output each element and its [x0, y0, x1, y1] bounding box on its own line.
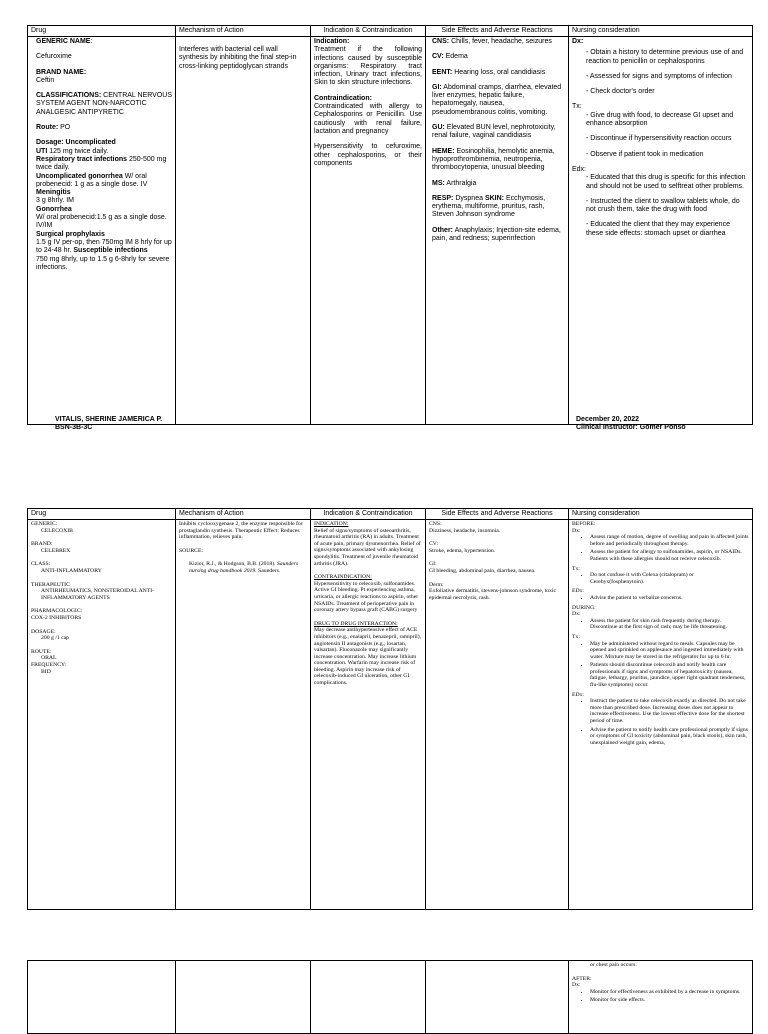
cv-value: Stroke, edema, hypertension. — [429, 547, 496, 554]
list-item: • Assess range of motion, degree of swelling and pain in affected joints before and periodically throughout therapy. — [590, 534, 749, 547]
drug-interaction-value: May decrease antihypertensive effect of ACE inhibitors (e.g., enalapril, benazepril, ramipril), angiotensin II antagonists (e.g., losartan, valsartan). Fluconazole may significantly increase concentration. May increase lithium concentration. Warfarin may increase risk of bleeding. Aspirin may increase risk of celecoxib-induced GI ulceration, other GI complications. — [314, 627, 422, 687]
header-side-effects: Side Effects and Adverse Reactions — [426, 509, 569, 520]
ms-label: MS: — [432, 179, 445, 187]
edx-label: EDx: — [572, 691, 585, 698]
gi-value: GI bleeding, abdominal pain, diarrhea, nausea. — [429, 567, 536, 574]
continued-text: or chest pain occurs. — [590, 962, 637, 968]
after-dx-list — [572, 989, 749, 1004]
after-label: AFTER: — [572, 975, 592, 982]
dosage-value: 200 g /1 cap — [41, 635, 69, 642]
header-indication: Indication & Contraindication — [311, 509, 426, 520]
brand-value: CELEBREX — [41, 547, 71, 554]
heme-value: Eosinophilia, hemolytic anemia, hypoprothrombinemia, neutropenia, thrombocytopenia, unusual bleeding — [432, 147, 555, 172]
tx-label: Tx: — [572, 565, 580, 572]
generic-value: CELECOXIB — [41, 527, 73, 534]
list-item: • Do not confuse it with Celexa (citalopram) or Cerebyx(fosphenytoin). — [590, 572, 749, 585]
contraindication-value: Hypersensitivity to celecoxib, sulfonamides. Active GI bleeding. Pt experiencing asthma, urticaria, or allergic reactions to aspirin, other NSAIDs. Treatment of perioperative pain in coronary artery bypass graft (CABG) surgery — [314, 580, 419, 614]
table-header-row — [28, 26, 753, 37]
tx-label: Tx: — [572, 103, 582, 111]
drug-card-cefuroxime — [27, 25, 753, 425]
heme-label: HEME: — [432, 147, 455, 155]
other-value: Anaphylaxis; Injection-site edema, pain, and redness; superinfection — [432, 226, 561, 243]
list-item: • Monitor for side effects. — [590, 997, 749, 1004]
therapeutic-label: THERAPEUTIC — [31, 581, 70, 588]
list-item: • Monitor for effectiveness as exhibited by a decrease in symptoms. — [590, 989, 749, 996]
dx-label: Dx: — [572, 527, 581, 534]
tx-item: - Give drug with food, to decrease GI upset and enhance absorption — [586, 111, 734, 128]
pharmacologic-label: PHARMACOLOGIC: — [31, 608, 83, 615]
contraindication-value: Contraindicated with allergy to Cephalosporins or Penicillin. Use cautiously with renal failure, lactation and pregnancy — [314, 103, 422, 135]
dx-label: Dx: — [572, 982, 581, 989]
before-edx-list — [572, 595, 749, 602]
source-title: Saunders nursing drug handbook 2019. — [189, 561, 299, 574]
header-indication: Indication & Contraindication — [311, 26, 426, 37]
cv-value: Edema — [445, 53, 468, 61]
indication-cell — [311, 37, 426, 425]
dx-label: Dx: — [572, 38, 584, 45]
list-item: • Assess the patient for skin rash frequently during therapy. Discontinue at the first sign of rash; may be life threatening. — [590, 618, 749, 631]
susceptible-label: Susceptible infections — [73, 247, 148, 255]
cns-value: Dizziness, headache, insomnia. — [429, 527, 501, 534]
dx-label: Dx: — [572, 611, 581, 618]
during-tx-list — [572, 641, 749, 689]
mechanism-text: Inhibits cyclooxygenase 2, the enzyme responsible for prostaglandin synthesis. Therapeutic Effect: Reduces inflammation, relieves pain. — [179, 521, 303, 541]
edx-item: - Educated the client that they may experience these side effects: stomach upset or diarrhea — [586, 221, 730, 237]
mechanism-cell — [176, 961, 311, 1034]
drug-cell — [28, 961, 176, 1034]
other-label: Other: — [432, 226, 453, 234]
header-drug: Drug — [28, 509, 176, 520]
surgical-value: 1.5 g IV per-op, then 750mg IM 8 hrly for up to 24-48 hr. — [36, 238, 172, 255]
header-mechanism: Mechanism of Action — [176, 509, 311, 520]
tx-label: Tx: — [572, 633, 580, 640]
document-date: December 20, 2022 — [576, 416, 640, 423]
contraindication-label: Contraindication: — [314, 94, 372, 102]
nursing-cell — [569, 520, 753, 910]
header-nursing: Nursing consideration — [569, 509, 753, 520]
uti-value: 125 mg twice daily. — [49, 147, 109, 155]
edx-item: - Instructed the client to swallow tablets whole, do not crush them, take the drug with food — [586, 197, 740, 214]
indication-cell — [311, 961, 426, 1034]
edx-item: - Educated that this drug is specific for this infection and should not be used to selftreat other problems. — [586, 174, 746, 190]
before-label: BEFORE: — [572, 521, 596, 527]
student-section: BSN-3B-3C — [55, 424, 93, 431]
pharmacologic-value: COX-2 INHIBITORS — [31, 614, 82, 621]
mechanism-cell — [176, 520, 311, 910]
edx-label: EDx: — [572, 588, 585, 595]
list-item: • Advise the patient to verbalize concerns. — [590, 595, 749, 602]
header-nursing: Nursing consideration — [569, 26, 753, 37]
student-name: VITALIS, SHERINE JAMERICA P. — [55, 416, 163, 423]
list-item: • May be administered without regard to meals. Capsules may be opened and sprinkled on applesauce and ingested immediately with water. Mixture may be stored in the refrigerator for up to 6 hr. — [590, 641, 749, 661]
mechanism-text: Interferes with bacterial cell wall synthesis by inhibiting the final step-in cross-linking peptidoglycan strands — [179, 46, 297, 70]
list-item: • Patients should discontinue celecoxib and notify health care professionals if signs and symptoms of hepatotoxicity (nausea, fatigue, lethargy, pruritus, jaundice, upper right quadrant tenderness, flu-like symptoms) occur. — [590, 662, 749, 688]
brand-label: BRAND: — [31, 541, 53, 548]
gi-value: Abdominal cramps, diarrhea, elevated liver enzymes, hepatic failure, hepatomegaly, nausea, pseudomembranous colitis, vomiting. — [432, 83, 562, 116]
tx-item: - Observe if patient took in medication — [586, 150, 704, 158]
header-side-effects: Side Effects and Adverse Reactions — [426, 26, 569, 37]
frequency-value: BID — [41, 668, 51, 675]
tx-item: - Discontinue if hypersensitivity reaction occurs — [586, 135, 732, 143]
resp-value: 250-500 mg twice daily. — [36, 155, 167, 172]
gu-value: Elevated BUN level, nephrotoxicity, renal failure, vaginal candidiasis — [432, 124, 556, 140]
side-effects-cell — [426, 520, 569, 910]
susceptible-value: 750 mg 8hrly, up to 1.5 g 6-8hrly for severe infections. — [36, 255, 170, 271]
therapeutic-value: ANTIRHEUMATICS, NONSTEROIDAL ANTI-INFLAMMATORY AGENTS — [41, 588, 155, 601]
table-row — [28, 961, 753, 1034]
frequency-label: FREQUENCY: — [31, 661, 67, 668]
meningitis-value: 3 g 8hrly. IM — [36, 197, 74, 205]
dosage-label: Dosage: Uncomplicated — [36, 139, 116, 147]
gonorrhea-label: Uncomplicated gonorrhea — [36, 172, 123, 180]
drug-card-continuation — [27, 960, 753, 1034]
resp-se-value: Dyspnea — [455, 194, 483, 202]
indication-value: Relief of signs/symptoms of osteoarthritis, rheumatoid arthritis (RA) in adults. Treatment of acute pain, primary dysmenorrhea. Relief of signs/symptoms associated with ankylosing spondylitis. Treatment of juvenile rheumatoid arthritis (JRA). — [314, 527, 421, 567]
list-item: • Advise the patient to notify health care professional promptly if signs or symptoms of GI toxicity (abdominal pain, black stools), skin rash, unexplained weight gain, edema, — [590, 727, 749, 747]
uti-label: UTI — [36, 147, 48, 155]
during-label: DURING: — [572, 604, 596, 611]
header-drug: Drug — [28, 26, 176, 37]
class-value: CENTRAL NERVOUS SYSTEM AGENT NON-NARCOTIC ANALGESIC ANTIPYRETIC — [36, 92, 173, 116]
resp-label: Respiratory tract infections — [36, 155, 128, 163]
edx-label: Edx: — [572, 165, 587, 173]
drug-card-celecoxib — [27, 508, 753, 910]
route-label: Route: — [36, 124, 59, 132]
during-edx-list — [572, 698, 749, 746]
during-dx-list — [572, 618, 749, 631]
student-info — [55, 416, 162, 432]
before-tx-list — [572, 572, 749, 585]
generic-label: GENERIC NAME — [36, 38, 91, 45]
class-value: ANTI-INFLAMMATORY — [41, 567, 102, 574]
table-row — [28, 37, 753, 425]
route-value: ORAL — [41, 655, 57, 662]
drug-cell: GENERIC NAME: Cefuroxime BRAND NAME: Ceftin CLASSIFICATIONS: CENTRAL NERVOUS SYSTEM AGENT NON-NARCOTIC ANALGESIC ANTIPYRETIC Route: PO Dosage: Uncomplicated UTI 125 mg twice daily. Respiratory tract infections 250-500 mg twice daily. Uncomplicated gonorrhea W/ oral probenecid: 1 g as a single dose. IV Meningitis 3 g 8hrly. IM Gonorrhea W/ oral probenecid:1.5 g as a single dose. IV/IM Surgical prophylaxis 1.5 g IV per-op, then 750mg IM 8 hrly for up to 24-48 hr. Susceptible infections 750 mg 8hrly, up to 1.5 g 6-8hrly for severe infections. — [28, 37, 176, 425]
source-label: SOURCE: — [179, 547, 204, 554]
contraindication-label: CONTRAINDICATION: — [314, 574, 372, 581]
generic-value: Cefuroxime — [36, 53, 72, 61]
indication-value: Treatment if the following infections caused by susceptible organisms: Respiratory tract infection, Urinary tract infections, Skin to skin structure infections. — [314, 46, 422, 87]
drug-interaction-label: DRUG TO DRUG INTERACTION: — [314, 620, 398, 627]
derm-value: Exfoliative dermatitis, stevens-johnson syndrome, toxic epidermal necrolysis, rash. — [429, 588, 556, 601]
nursing-cell — [569, 961, 753, 1034]
ms-value: Arthralgia — [446, 179, 477, 187]
gi-label: GI: — [429, 561, 437, 568]
before-dx-list — [572, 534, 749, 562]
cv-label: CV: — [429, 541, 439, 548]
derm-label: Derm: — [429, 581, 444, 588]
route-value: PO — [60, 124, 71, 132]
table-row — [28, 520, 753, 910]
cns-label: CNS: — [429, 521, 442, 527]
route-label: ROUTE: — [31, 648, 52, 655]
source-publisher: Saunders. — [258, 567, 281, 574]
cv-label: CV: — [432, 53, 444, 61]
source-authors: Kizior, R.J., & Hodgson, B.B. (2018). — [189, 561, 276, 568]
eent-value: Hearing loss, oral candidiasis — [454, 68, 546, 76]
meningitis-label: Meningitis — [36, 189, 71, 197]
brand-label: BRAND NAME: — [36, 68, 87, 76]
eent-label: EENT: — [432, 68, 453, 76]
list-item: • Assess the patient for allergy to sulfonamides, aspirin, or NSAIDs. Patients with these allergies should not receive celecoxib. — [590, 549, 749, 562]
nursing-cell — [569, 37, 753, 425]
gi-label: GI: — [432, 83, 442, 91]
indication-cell — [311, 520, 426, 910]
dosage-label: DOSAGE: — [31, 628, 56, 635]
dx-item: - Obtain a history to determine previous use of and reaction to penicillin or cephalosporins — [586, 49, 744, 65]
class-label: CLASSIFICATIONS: — [36, 92, 102, 100]
date-info — [576, 416, 686, 432]
table-header-row — [28, 509, 753, 520]
gonorrhea-value: W/ oral probenecid: 1 g as a single dose. IV — [36, 172, 148, 188]
dx-item: - Check doctor's order — [586, 88, 655, 96]
skin-value: Ecchymosis, erythema, multiforme, pruritus, rash, Steven Johnson syndrome — [432, 194, 546, 219]
indication-label: Indication: — [314, 38, 350, 45]
clinical-instructor: Clinical Instructor: Gomer Ponso — [576, 424, 686, 431]
resp-se-label: RESP: — [432, 194, 454, 202]
mechanism-cell — [176, 37, 311, 425]
surgical-label: Surgical prophylaxis — [36, 230, 105, 238]
generic-label: GENERIC: — [31, 521, 58, 527]
hypersensitivity-value: Hypersensitivity to cefuroxime, other cephalosporins, or their components — [314, 143, 422, 167]
gonorrhea2-label: Gonorrhea — [36, 205, 72, 213]
class-label: CLASS: — [31, 561, 51, 568]
cns-label: CNS: — [432, 38, 450, 45]
header-mechanism: Mechanism of Action — [176, 26, 311, 37]
list-item: • Instruct the patient to take celecoxib exactly as directed. Do not take more than prescribed dose. Increasing doses does not appear to increase effectiveness. Use the lowest effective dose for the shortest period of time. — [590, 698, 749, 724]
source-citation — [179, 561, 307, 574]
gonorrhea2-value: W/ oral probenecid:1.5 g as a single dose. IV/IM — [36, 214, 167, 230]
drug-cell — [28, 520, 176, 910]
gu-label: GU: — [432, 124, 445, 132]
side-effects-cell — [426, 961, 569, 1034]
side-effects-cell — [426, 37, 569, 425]
skin-label: SKIN: — [484, 194, 505, 202]
indication-label: INDICATION: — [314, 521, 349, 527]
cns-value: Chills, fever, headache, seizures — [451, 38, 552, 45]
brand-value: Ceftin — [36, 76, 55, 84]
dx-item: - Assessed for signs and symptoms of infection — [586, 72, 732, 80]
